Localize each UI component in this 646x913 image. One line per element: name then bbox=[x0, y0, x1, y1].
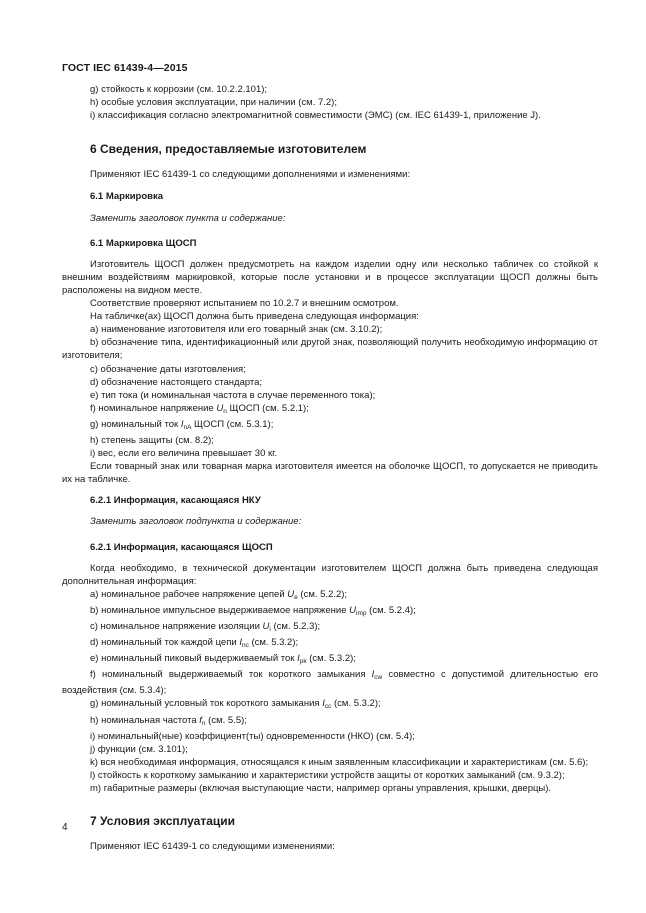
list-item: e) номинальный пиковый выдерживаемый ток $I_{pk}$ (см. 5.3.2); bbox=[90, 653, 356, 666]
list-item: а) наименование изготовителя или его товарный знак (см. 3.10.2); bbox=[90, 324, 383, 336]
list-item: l) стойкость к короткому замыканию и характеристики устройств защиты от коротких замыканий (см. 9.3.2); bbox=[90, 769, 565, 781]
list-item: m) габаритные размеры (включая выступающие части, например органы управления, крышки, дверцы). bbox=[90, 783, 552, 795]
subclause-6-2-1-title: 6.2.1 Информация, касающаяся НКУ bbox=[90, 495, 261, 507]
list-item: k) вся необходимая информация, относящаяся к иным заявленным классификации и характеристикам (см. 5.6); bbox=[90, 756, 589, 768]
section-6-title: 6 Сведения, предоставляемые изготовителем bbox=[90, 142, 367, 157]
list-item: e) тип тока (и номинальная частота в случае переменного тока); bbox=[90, 389, 376, 401]
list-item: f) номинальный выдерживаемый ток короткого замыкания $I_{cw}$ совместно с допустимой длительностью его воздействия (см. 5.3.4); bbox=[62, 669, 598, 697]
list-item: j) функции (см. 3.101); bbox=[90, 743, 188, 755]
clause-6-1-new-title: 6.1 Маркировка ЩОСП bbox=[90, 237, 197, 249]
list-item: d) номинальный ток каждой цепи $I_{nc}$ (см. 5.3.2); bbox=[90, 637, 299, 650]
list-item: b) номинальное импульсное выдерживаемое напряжение $U_{imp}$ (см. 5.2.4); bbox=[90, 604, 416, 617]
list-item: g) стойкость к коррозии (см. 10.2.2.101); bbox=[90, 84, 268, 95]
list-item: i) классификация согласно электромагнитной совместимости (ЭМС) (см. IEC 61439-1, приложение J). bbox=[90, 110, 541, 122]
list-item: i) номинальный(ные) коэффициент(ты) одновременности (НКО) (см. 5.4); bbox=[90, 730, 415, 742]
section-7-title: 7 Условия эксплуатации bbox=[90, 814, 236, 829]
subclause-6-2-1-new-title: 6.2.1 Информация, касающаяся ЩОСП bbox=[90, 541, 273, 553]
list-item: g) номинальный ток $I_{nA}$ ЩОСП (см. 5.3.1); bbox=[90, 418, 274, 431]
list-item: i) вес, если его величина превышает 30 кг. bbox=[90, 448, 278, 460]
clause-6-1-title: 6.1 Маркировка bbox=[90, 191, 164, 203]
paragraph: Соответствие проверяют испытанием по 10.2.7 и внешним осмотром. bbox=[90, 298, 399, 310]
page-number: 4 bbox=[62, 822, 68, 833]
list-item: b) обозначение типа, идентификационный или другой знак, позволяющий получить необходимую информацию от изготовителя; bbox=[62, 337, 598, 362]
paragraph: На табличке(ах) ЩОСП должна быть приведена следующая информация: bbox=[90, 311, 419, 323]
section-7-intro: Применяют IEC 61439-1 со следующими изменениями: bbox=[90, 841, 335, 853]
paragraph: Когда необходимо, в технической документации изготовителем ЩОСП должна быть приведена следующая дополнительная информация: bbox=[62, 562, 598, 587]
document-body bbox=[62, 83, 598, 853]
list-item: h) степень защиты (см. 8.2); bbox=[90, 434, 214, 446]
list-item: h) номинальная частота $f_n$ (см. 5.5); bbox=[90, 714, 247, 727]
document-header: ГОСТ IEC 61439-4—2015 bbox=[62, 62, 188, 74]
paragraph: Изготовитель ЩОСП должен предусмотреть на каждом изделии одну или несколько табличек со стойкой к внешним воздействиям маркировкой, которые после установки и в процессе эксплуатации ЩОСП должны быть расположены на видном месте. bbox=[62, 258, 598, 296]
section-6-intro: Применяют IEC 61439-1 со следующими дополнениями и изменениями: bbox=[90, 169, 411, 181]
clause-6-1-note: Заменить заголовок пункта и содержание: bbox=[90, 212, 286, 224]
subclause-6-2-1-note: Заменить заголовок подпункта и содержание: bbox=[90, 516, 302, 528]
list-item: c) номинальное напряжение изоляции $U_i$ (см. 5.2.3); bbox=[90, 621, 321, 633]
list-item: d) обозначение настоящего стандарта; bbox=[90, 376, 263, 388]
list-item: c) обозначение даты изготовления; bbox=[90, 363, 246, 375]
list-item: а) номинальное рабочее напряжение цепей $U_e$ (см. 5.2.2); bbox=[90, 588, 348, 601]
paragraph: Если товарный знак или товарная марка изготовителя имеется на оболочке ЩОСП, то допускается не приводить их на табличке. bbox=[62, 461, 598, 486]
list-item: f) номинальное напряжение $U_n$ ЩОСП (см. 5.2.1); bbox=[90, 402, 309, 415]
list-item: g) номинальный условный ток короткого замыкания $I_{cc}$ (см. 5.3.2); bbox=[90, 698, 381, 711]
list-item: h) особые условия эксплуатации, при наличии (см. 7.2); bbox=[90, 97, 337, 109]
